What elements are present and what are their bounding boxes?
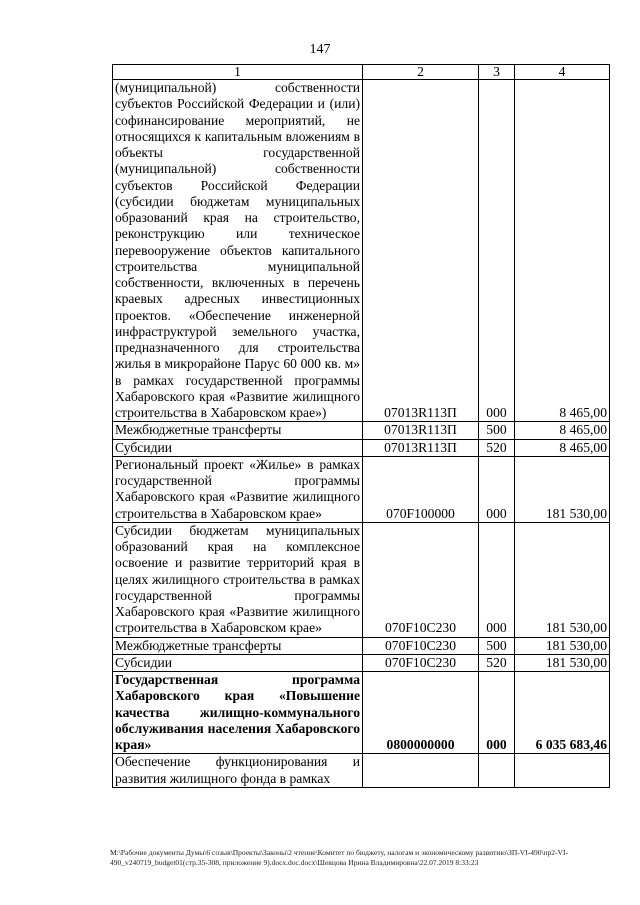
row-expense-type: 500	[479, 637, 515, 654]
table-row	[113, 754, 610, 788]
row-expense-type: 000	[479, 456, 515, 522]
table-row	[113, 654, 610, 671]
column-header-3: 3	[479, 65, 515, 80]
row-name: Субсидии	[113, 439, 363, 456]
column-header-4: 4	[515, 65, 610, 80]
row-expense-type: 000	[479, 672, 515, 754]
row-name: Обеспечение функционирования и развития жилищного фонда в рамках	[113, 754, 363, 788]
page-number: 147	[309, 42, 331, 57]
row-name: Субсидии	[113, 654, 363, 671]
row-name: Межбюджетные трансферты	[113, 422, 363, 439]
row-code	[363, 754, 479, 788]
budget-table	[112, 64, 610, 788]
row-name: Межбюджетные трансферты	[113, 637, 363, 654]
row-sum: 8 465,00	[515, 80, 610, 422]
table-row	[113, 422, 610, 439]
table-row-program	[113, 672, 610, 754]
row-expense-type: 520	[479, 654, 515, 671]
table-row	[113, 456, 610, 522]
row-expense-type: 000	[479, 80, 515, 422]
table-row	[113, 80, 610, 422]
row-code: 070F10C230	[363, 637, 479, 654]
row-sum: 181 530,00	[515, 637, 610, 654]
column-header-2: 2	[363, 65, 479, 80]
row-code: 07013R113П	[363, 439, 479, 456]
table-header-row	[113, 65, 610, 80]
row-sum: 181 530,00	[515, 522, 610, 637]
row-expense-type	[479, 754, 515, 788]
row-expense-type: 500	[479, 422, 515, 439]
row-name: (муниципальной) собственности субъектов Российской Федерации и (или) софинансирование мероприятий, не относящихся к капитальным вложениям в объекты государственной (муниципальной) собственности субъектов Российской Федерации (субсидии бюджетам муниципальных образований края на строительство, реконструкцию или техническое перевооружение объектов капитального строительства муниципальной собственности, включенных в перечень краевых адресных инвестиционных проектов. «Обеспечение инженерной инфраструктурой земельного участка, предназначенного для строительства жилья в микрорайоне Парус 60 000 кв. м» в рамках государственной программы Хабаровского края «Развитие жилищного строительства в Хабаровском крае»)	[113, 80, 363, 422]
table-row	[113, 522, 610, 637]
row-sum	[515, 754, 610, 788]
table-row	[113, 439, 610, 456]
row-code: 07013R113П	[363, 80, 479, 422]
row-sum: 8 465,00	[515, 422, 610, 439]
column-header-1: 1	[113, 65, 363, 80]
row-sum: 8 465,00	[515, 439, 610, 456]
row-sum: 181 530,00	[515, 456, 610, 522]
row-code: 070F100000	[363, 456, 479, 522]
row-name: Субсидии бюджетам муниципальных образований края на комплексное освоение и развитие территорий края в целях жилищного строительства в рамках государственной программы Хабаровского края «Развитие жилищного строительства в Хабаровском крае»	[113, 522, 363, 637]
row-expense-type: 520	[479, 439, 515, 456]
row-code: 070F10C230	[363, 654, 479, 671]
row-sum: 181 530,00	[515, 654, 610, 671]
row-code: 07013R113П	[363, 422, 479, 439]
row-name: Государственная программа Хабаровского края «Повышение качества жилищно-коммунального обслуживания населения Хабаровского края»	[113, 672, 363, 754]
row-expense-type: 000	[479, 522, 515, 637]
row-code: 0800000000	[363, 672, 479, 754]
row-name: Региональный проект «Жилье» в рамках государственной программы Хабаровского края «Развитие жилищного строительства в Хабаровском крае»	[113, 456, 363, 522]
row-sum: 6 035 683,46	[515, 672, 610, 754]
document-path-footer: M:\Рабочие документы Думы\6 созыв\Проекты\Законы\2 чтение\Комитет по бюджету, налогам и экономическому развитию\ЗП-VI-490\пр2-VI-490_v240719_budget01(стр.35-308, приложение 9).docx.doc.docx\Шевцова Ирина Владимировна\22.07.2019 8:33:23	[110, 848, 568, 867]
table-row	[113, 637, 610, 654]
row-code: 070F10C230	[363, 522, 479, 637]
